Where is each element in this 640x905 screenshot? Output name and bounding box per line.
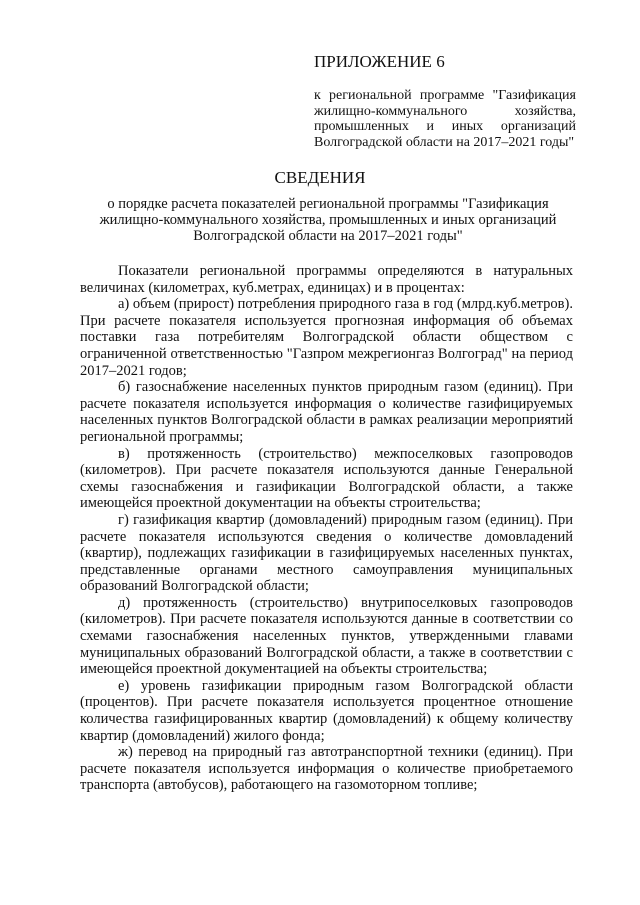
appendix-reference: к региональной программе "Газификация жилищно-коммунального хозяйства, промышленных и иных организаций Волгоградской области на 2017–2021 годы" (314, 88, 576, 150)
body-text (80, 263, 573, 794)
indicator-item-b: б) газоснабжение населенных пунктов природным газом (единиц). При расчете показателя используется информация о количестве газифицируемых населенных пунктов Волгоградской области в рамках реализации мероприятий региональной программы; (80, 379, 573, 445)
indicator-item-v: в) протяженность (строительство) межпоселковых газопроводов (километров). При расчете показателя используются данные Генеральной схемы газоснабжения и газификации Волгоградской области, а также имеющейся проектной документации на объекты строительства; (80, 445, 573, 512)
appendix-title: ПРИЛОЖЕНИЕ 6 (314, 52, 445, 71)
indicator-item-e: е) уровень газификации природным газом Волгоградской области (процентов). При расчете показателя используется процентное отношение количества газифицированных квартир (домовладений) к общему количеству квартир (домовладений) жилого фонда; (80, 677, 573, 744)
indicator-item-a: а) объем (прирост) потребления природного газа в год (млрд.куб.метров). При расчете показателя используется прогнозная информация об объемах поставки газа потребителям Волгоградской области обществом с ограниченной ответственностью "Газпром межрегионгаз Волгоград" на период 2017–2021 годов; (80, 296, 573, 379)
document-title: СВЕДЕНИЯ (274, 168, 366, 187)
indicator-item-g: г) газификация квартир (домовладений) природным газом (единиц). При расчете показателя используются сведения о количестве домовладений (квартир), подлежащих газификации в газифицируемых населенных пунктах, представленные органами местного самоуправления муниципальных образований Волгоградской области; (80, 511, 573, 595)
indicator-item-d: д) протяженность (строительство) внутрипоселковых газопроводов (километров). При расчете показателя используются данные в соответствии со схемами газоснабжения населенных пунктов, утвержденными главами муниципальных образований Волгоградской области, а также в соответствии с имеющейся проектной документацией на объекты строительства; (80, 594, 573, 678)
indicator-item-zh: ж) перевод на природный газ автотранспортной техники (единиц). При расчете показателя используется информация о количестве приобретаемого транспорта (автобусов), работающего на газомоторном топливе; (80, 744, 573, 794)
intro-paragraph: Показатели региональной программы определяются в натуральных величинах (километрах, куб.метрах, единицах) и в процентах: (80, 263, 573, 296)
document-subtitle: о порядке расчета показателей региональной программы "Газификация жилищно-коммунального хозяйства, промышленных и иных организаций Волгоградской области на 2017–2021 годы" (99, 196, 557, 244)
